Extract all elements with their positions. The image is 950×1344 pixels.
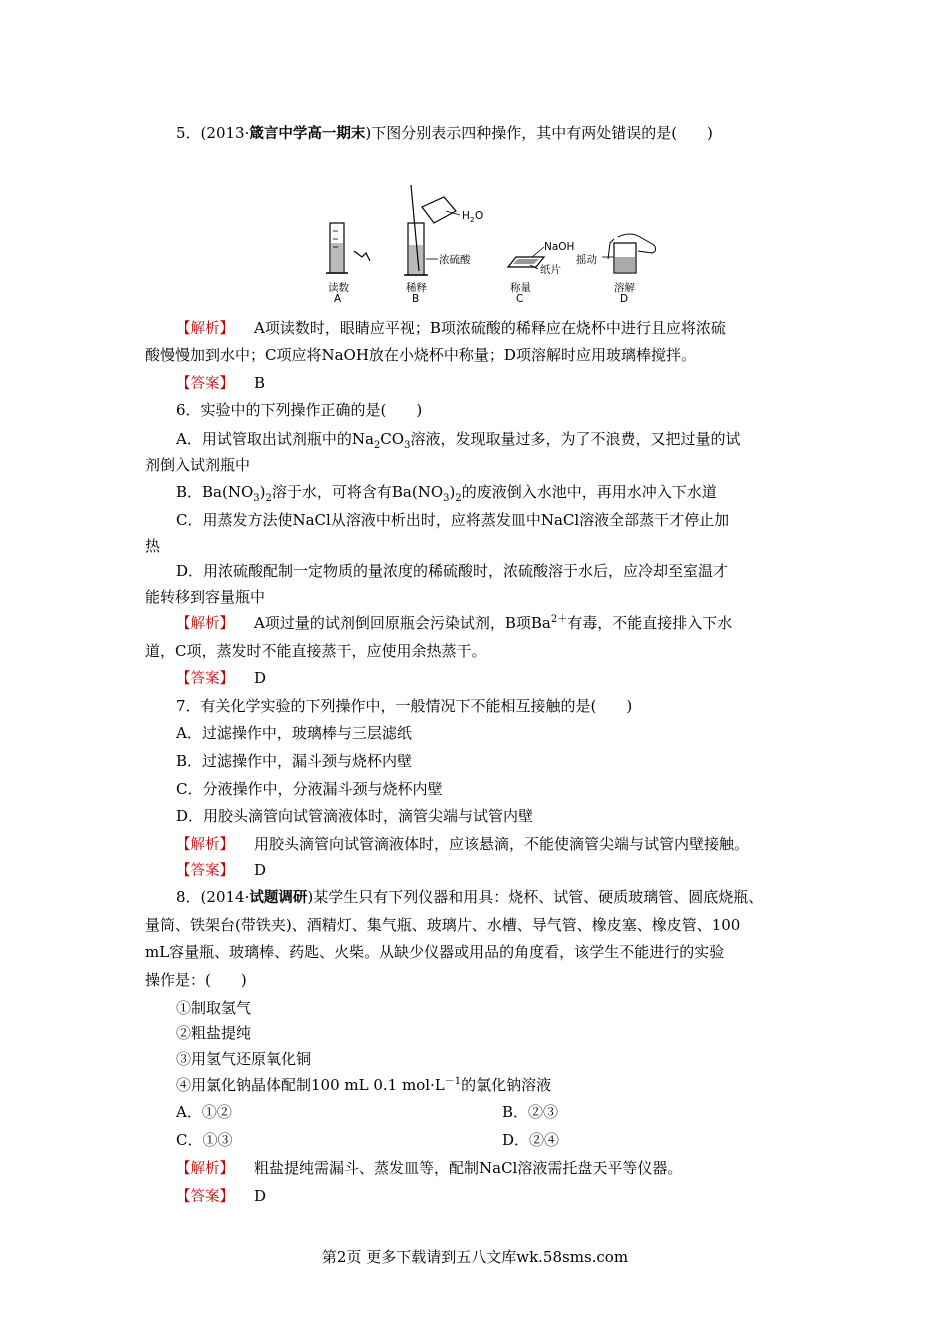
q5-analysis-text-1: A项读数时，眼睛应平视；B项浓硫酸的稀释应在烧杯中进行且应将浓硫: [254, 319, 726, 337]
q8-source-close: ): [307, 888, 314, 906]
q6-b-mid2: 溶于水，可将含有Ba(NO: [271, 483, 444, 501]
q8-stem-line-3: mL容量瓶、玻璃棒、药匙、火柴。从缺少仪器或用品的角度看，该学生不能进行的实验: [145, 943, 725, 961]
figure-d-name: 溶解: [614, 282, 635, 294]
q6-option-b: [176, 482, 717, 502]
page-footer: 第2页 更多下载请到五八文库wk.58sms.com: [321, 1248, 629, 1266]
q8-analysis-text: 粗盐提纯需漏斗、蒸发皿等，配制NaCl溶液需托盘天平等仪器。: [254, 1159, 683, 1177]
q6-analysis-sup: 2＋: [550, 614, 568, 625]
q6-answer: [176, 668, 266, 689]
q6-b-pre: B．Ba(NO: [176, 483, 254, 501]
q7-option-c: C．分液操作中，分液漏斗颈与烧杯内壁: [176, 780, 443, 798]
q8-option-d: D．②④: [502, 1131, 560, 1149]
q6-b-sub3: 3: [443, 493, 450, 504]
q8-analysis-label: 【解析】: [176, 1161, 234, 1177]
figure-a-reading: [326, 223, 370, 305]
q8-item-4-post: 的氯化钠溶液: [461, 1076, 552, 1094]
q7-answer: [176, 860, 266, 881]
q5-analysis-label: 【解析】: [176, 321, 234, 337]
q6-answer-label: 【答案】: [176, 671, 234, 687]
q5-source-close: ): [365, 124, 372, 142]
figure-d-letter: D: [620, 293, 629, 305]
q6-stem: 6．实验中的下列操作正确的是( ): [176, 401, 423, 419]
figure-a-name: 读数: [328, 282, 349, 294]
q7-analysis-label: 【解析】: [176, 837, 234, 853]
q7-analysis: [176, 834, 749, 855]
q6-option-c-line-1: C．用蒸发方法使NaCl从溶液中析出时，应将蒸发皿中NaCl溶液全部蒸干才停止加: [176, 511, 730, 529]
q8-item-4-sup: －1: [444, 1076, 462, 1087]
q8-source-tag: 试题调研: [249, 890, 308, 906]
q6-a-sub2: 3: [404, 440, 411, 451]
figure-a-letter: A: [334, 293, 342, 305]
q6-b-mid1: ): [259, 483, 266, 501]
q5-operations-figure: [318, 181, 668, 305]
q6-b-mid3: ): [449, 483, 456, 501]
q8-answer-value: D: [254, 1187, 267, 1205]
q5-analysis-text-2: 酸慢慢加到水中；C项应将NaOH放在小烧杯中称量；D项溶解时应用玻璃棒搅拌。: [145, 346, 696, 364]
q5-answer-label: 【答案】: [176, 376, 234, 392]
figure-c-weighing: [508, 241, 574, 305]
q6-b-sub2: 2: [265, 493, 272, 504]
q8-stem-line-4: 操作是：( ): [145, 971, 247, 989]
figure-d-dissolving: [576, 234, 656, 305]
q8-number: 8．: [176, 888, 201, 906]
figure-b-dilution: [404, 185, 483, 305]
q8-source-open: (2014·: [200, 888, 250, 906]
q8-option-b: B．②③: [502, 1103, 559, 1121]
q8-option-c: C．①③: [176, 1131, 233, 1149]
figure-h2o-h: H: [462, 210, 470, 222]
q7-option-d: D．用胶头滴管向试管滴液体时，滴管尖端与试管内壁: [176, 807, 534, 825]
q6-a-mid: CO: [380, 430, 405, 448]
figure-naoh-label: NaOH: [544, 241, 575, 253]
figure-h2o-sub: 2: [470, 216, 475, 224]
q5-stem: [176, 123, 713, 144]
q5-stem-text: 下图分别表示四种操作，其中有两处错误的是( ): [371, 124, 713, 142]
q6-analysis-text-2: 道，C项，蒸发时不能直接蒸干，应使用余热蒸干。: [145, 642, 487, 660]
q6-option-a-line-2: 剂倒入试剂瓶中: [145, 456, 251, 474]
figure-b-letter: B: [412, 293, 420, 305]
q6-analysis-label: 【解析】: [176, 616, 234, 632]
q5-answer-value: B: [254, 374, 266, 392]
q8-item-1: ①制取氢气: [176, 999, 252, 1017]
q6-a-pre: A．用试管取出试剂瓶中的Na: [176, 430, 374, 448]
q8-item-2: ②粗盐提纯: [176, 1024, 252, 1042]
q5-source-school: 箴言中学高一期末: [249, 126, 366, 142]
q8-item-4: [176, 1075, 551, 1095]
q6-a-post: 溶液，发现取量过多，为了不浪费，又把过量的试: [410, 430, 741, 448]
q6-a-sub1: 2: [373, 440, 381, 451]
q5-answer: [176, 373, 265, 394]
q7-option-b: B．过滤操作中，漏斗颈与烧杯内壁: [176, 752, 413, 770]
q6-analysis-1a: A项过量的试剂倒回原瓶会污染试剂，B项Ba: [254, 614, 551, 632]
q8-answer: [176, 1186, 266, 1207]
q7-analysis-text: 用胶头滴管向试管滴液体时，应该悬滴，不能使滴管尖端与试管内壁接触。: [254, 835, 750, 853]
q7-stem: 7．有关化学实验的下列操作中，一般情况下不能相互接触的是( ): [176, 697, 633, 715]
figure-b-name: 稀释: [406, 282, 427, 294]
q6-option-d-line-1: D．用浓硫酸配制一定物质的量浓度的稀硫酸时，浓硫酸溶于水后，应冷却至室温才: [176, 562, 729, 580]
q6-analysis-line-1: [176, 613, 732, 634]
q5-source-open: (2013·: [200, 124, 250, 142]
q7-option-a: A．过滤操作中，玻璃棒与三层滤纸: [176, 724, 412, 742]
figure-c-letter: C: [516, 293, 524, 305]
q8-stem-text-1: 某学生只有下列仪器和用具：烧杯、试管、硬质玻璃管、圆底烧瓶、: [313, 888, 764, 906]
q6-option-d-line-2: 能转移到容量瓶中: [145, 588, 266, 606]
q8-item-3: ③用氢气还原氧化铜: [176, 1050, 312, 1068]
figure-paper-label: 纸片: [540, 264, 561, 276]
q6-b-sub4: 2: [455, 493, 462, 504]
q6-option-a-line-1: [176, 429, 740, 449]
q7-answer-value: D: [254, 861, 267, 879]
figure-h2o-o: O: [475, 210, 484, 222]
q5-analysis-line-1: [176, 318, 726, 339]
q8-option-a: A．①②: [176, 1103, 232, 1121]
q6-option-c-line-2: 热: [145, 537, 161, 555]
q6-b-post: 的废液倒入水池中，再用水冲入下水道: [461, 483, 717, 501]
figure-acid-label: 浓硫酸: [439, 254, 471, 266]
q8-answer-label: 【答案】: [176, 1189, 234, 1205]
q8-stem-line-2: 量筒、铁架台(带铁夹)、酒精灯、集气瓶、玻璃片、水槽、导气管、橡皮塞、橡皮管、100: [145, 916, 741, 934]
q8-item-4-pre: ④用氯化钠晶体配制100 mL 0.1 mol·L: [176, 1076, 445, 1094]
figure-shake-label: 摇动: [576, 254, 597, 266]
q8-analysis: [176, 1158, 682, 1179]
q6-answer-value: D: [254, 669, 267, 687]
q7-answer-label: 【答案】: [176, 863, 234, 879]
q6-b-sub1: 3: [253, 493, 260, 504]
q6-analysis-1b: 有毒，不能直接排入下水: [567, 614, 733, 632]
q8-stem-line-1: [176, 887, 763, 908]
q5-number: 5．: [176, 124, 201, 142]
figure-c-name: 称量: [510, 282, 531, 294]
